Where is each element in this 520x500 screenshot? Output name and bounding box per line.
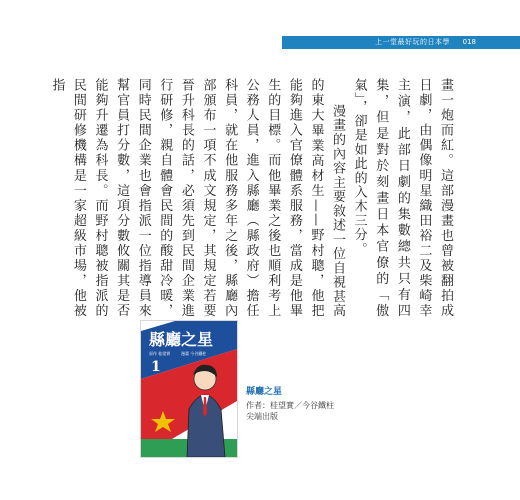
cover-volume-number: 1 <box>151 359 161 375</box>
caption-author: 作者：桂望實／今谷鐵柱 <box>246 401 334 410</box>
cover-illustration <box>141 321 237 457</box>
cover-title: 縣廳之星 <box>149 330 214 349</box>
cover-credit-artist: 漫畫 今谷鐵柱 <box>181 351 207 356</box>
running-header <box>0 36 520 52</box>
vertical-body-text <box>49 78 456 318</box>
image-caption <box>246 384 386 422</box>
caption-publisher: 尖端出版 <box>246 412 278 421</box>
cover-credit-author: 原作 桂望實 <box>149 351 171 356</box>
page-number: 018 <box>462 38 476 46</box>
paragraph-2: 漫畫的內容主要敘述一位自視甚高的東大畢業高材生——野村聰，他把能夠進入官僚體系服務，當成是他畢生的目標。而他畢業之後也順利考上公務人員，進入縣廳（縣政府）擔任科員，就在他服務多年之後，縣廳內部頒布一項不成文規定，其規定若要晉升科長的話，必須先到民間企業進行研修，親自體會民間的酸甜冷暖，同時民間企業也會指派一位指導員來幫官員打分數，這項分數攸關其是否能夠升遷為科長。而野村聰被指派的民間研修機構是一家超級市場，他被指 <box>49 78 346 318</box>
paragraph-1: 畫一炮而紅。這部漫畫也曾被翻拍成日劇，由偶像明星織田裕二及柴崎幸主演，此部日劇的集數總共只有四集，但是對於刻畫日本官僚的「傲氣」，卻是如此的入木三分。 <box>351 78 453 318</box>
book-cover-image <box>140 320 238 458</box>
caption-title: 縣廳之星 <box>246 387 283 397</box>
book-title: 上一堂最好玩的日本學 <box>375 38 450 46</box>
